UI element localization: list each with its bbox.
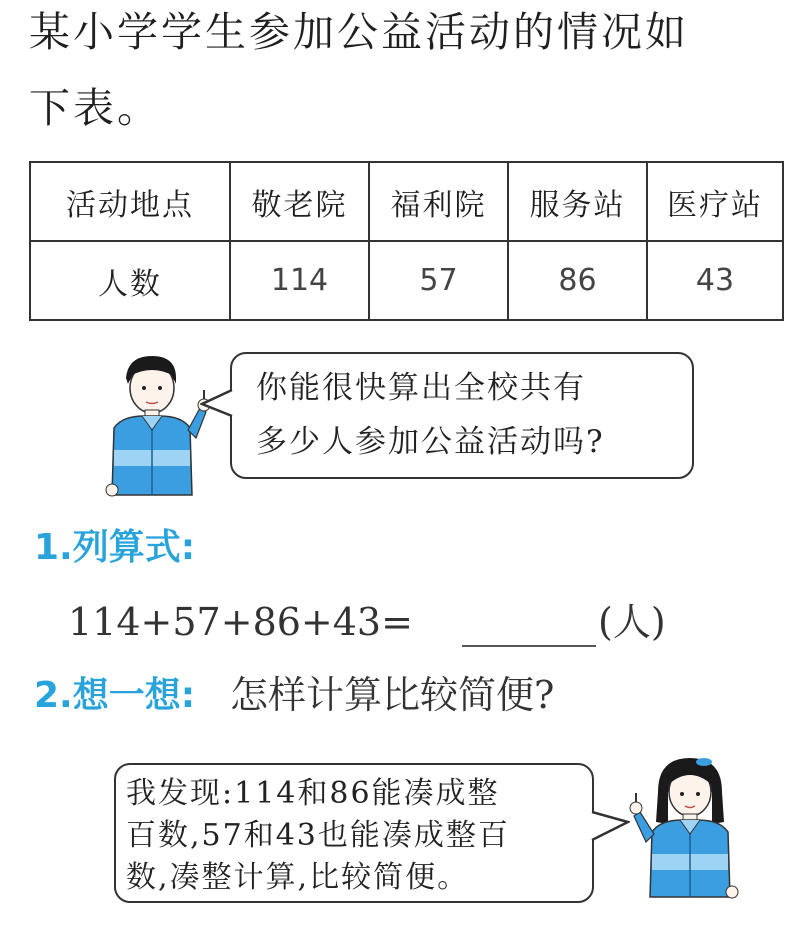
table-header-cell: 福利院: [369, 162, 508, 241]
table-header-cell: 敬老院: [230, 162, 369, 241]
step1-label: 1.列算式:: [34, 527, 196, 568]
table-cell: 43: [647, 241, 783, 320]
table-cell: 57: [369, 241, 508, 320]
step1-unit: (人): [598, 600, 666, 644]
table-header-cell: 服务站: [508, 162, 647, 241]
table-cell: 114: [230, 241, 369, 320]
table-row: [30, 241, 783, 320]
step2-question: 怎样计算比较简便?: [230, 673, 555, 717]
step1-equation: 114+57+86+43=: [68, 600, 413, 644]
girl-bubble-tail: [590, 810, 630, 842]
table-row-label: 人数: [30, 241, 230, 320]
intro-line-1: 某小学学生参加公益活动的情况如: [29, 8, 689, 56]
step2-label: 2.想一想:: [34, 675, 196, 716]
table-cell: 86: [508, 241, 647, 320]
boy-student-illustration: [92, 350, 212, 500]
girl-finding-line-3: 数,凑整计算,比较简便。: [126, 860, 470, 895]
activity-table: [29, 161, 784, 321]
intro-line-2: 下表。: [29, 84, 161, 132]
table-header-row: [30, 162, 783, 241]
boy-question-line-2: 多少人参加公益活动吗?: [256, 424, 605, 460]
girl-student-illustration: [628, 752, 748, 902]
table-header-cell: 活动地点: [30, 162, 230, 241]
girl-finding-line-1: 我发现:114和86能凑成整: [126, 776, 500, 811]
table-header-cell: 医疗站: [647, 162, 783, 241]
boy-bubble-tail: [200, 388, 234, 418]
boy-question-line-1: 你能很快算出全校共有: [256, 370, 586, 406]
answer-blank[interactable]: [462, 645, 596, 647]
girl-finding-line-2: 百数,57和43也能凑成整百: [126, 818, 510, 853]
